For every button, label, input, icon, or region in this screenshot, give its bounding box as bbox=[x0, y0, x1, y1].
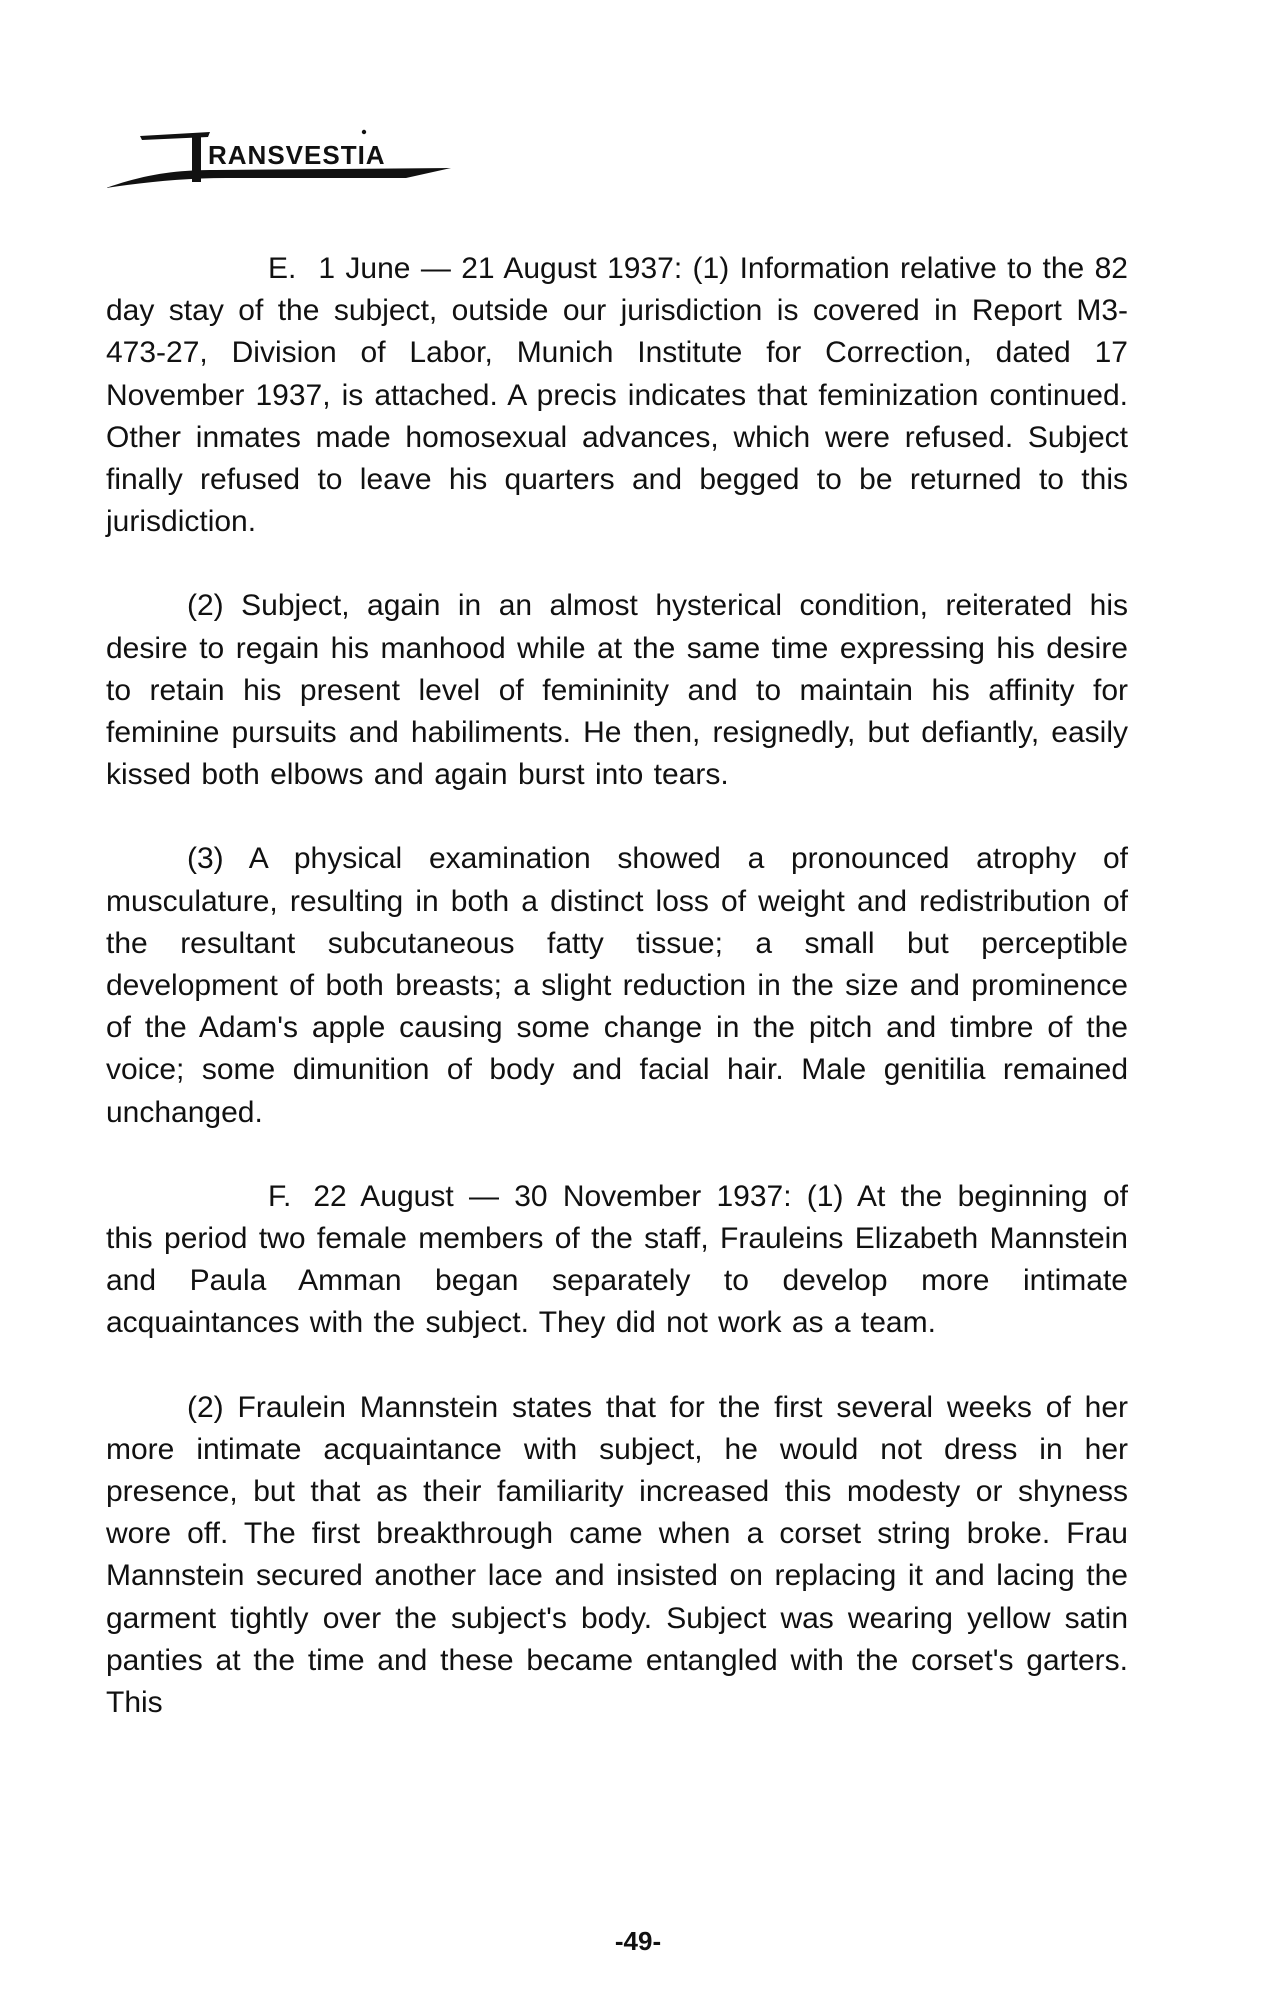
paragraph-e-3 bbox=[106, 838, 1128, 1133]
paragraph-text: (3) A physical examination showed a pronounced atrophy of musculature, resulting in both a distinct loss of weight and redistribution of the resultant subcutaneous fatty tissue; a small but perceptible development of both breasts; a slight reduction in the size and prominence of the Adam's apple causing some change in the pitch and timbre of the voice; some dimunition of body and facial hair. Male genitilia remained unchanged. bbox=[106, 842, 1128, 1129]
paragraph-text: (2) Fraulein Mannstein states that for the first several weeks of her more intimate acquaintance with subject, he would not dress in her presence, but that as their familiarity increased this modesty or shyness wore off. The first breakthrough came when a corset string broke. Frau Mannstein secured another lace and insisted on replacing it and lacing the garment tightly over the subject's body. Subject was wearing yellow satin panties at the time and these became entangled with the corset's garters. This bbox=[106, 1390, 1128, 1720]
article-body bbox=[106, 248, 1128, 1766]
masthead-title: RANSVESTIA bbox=[208, 140, 386, 170]
paragraph-text: 22 August — 30 November 1937: (1) At the beginning of this period two female members of the staff, Frauleins Elizabeth Mannstein and Paula Amman began separately to develop more intimate acquaintances with the subject. They did not work as a team. bbox=[106, 1179, 1128, 1340]
paragraph-f-1 bbox=[106, 1176, 1128, 1345]
paragraph-e-1 bbox=[106, 248, 1128, 543]
paragraph-f-2 bbox=[106, 1387, 1128, 1725]
section-marker: F. bbox=[268, 1179, 292, 1213]
section-marker: E. bbox=[268, 252, 297, 285]
paragraph-e-2 bbox=[106, 585, 1128, 796]
page-number: -49- bbox=[614, 1926, 662, 1956]
paragraph-text: (2) Subject, again in an almost hysterical condition, reiterated his desire to regain his manhood while at the same time expressing his desire to retain his present level of femininity and to maintain his affinity for feminine pursuits and habiliments. He then, resignedly, but defiantly, easily kissed both elbows and again burst into tears. bbox=[106, 589, 1128, 792]
masthead-logo bbox=[106, 128, 466, 198]
paragraph-text: 1 June — 21 August 1937: (1) Information relative to the 82 day stay of the subject, outside our jurisdiction is covered in Report M3-473-27, Division of Labor, Munich Institute for Correction, dated 17 November 1937, is attached. A precis indicates that feminization continued. Other inmates made homosexual advances, which were refused. Subject finally refused to leave his quarters and begged to be returned to this jurisdiction. bbox=[106, 252, 1128, 539]
